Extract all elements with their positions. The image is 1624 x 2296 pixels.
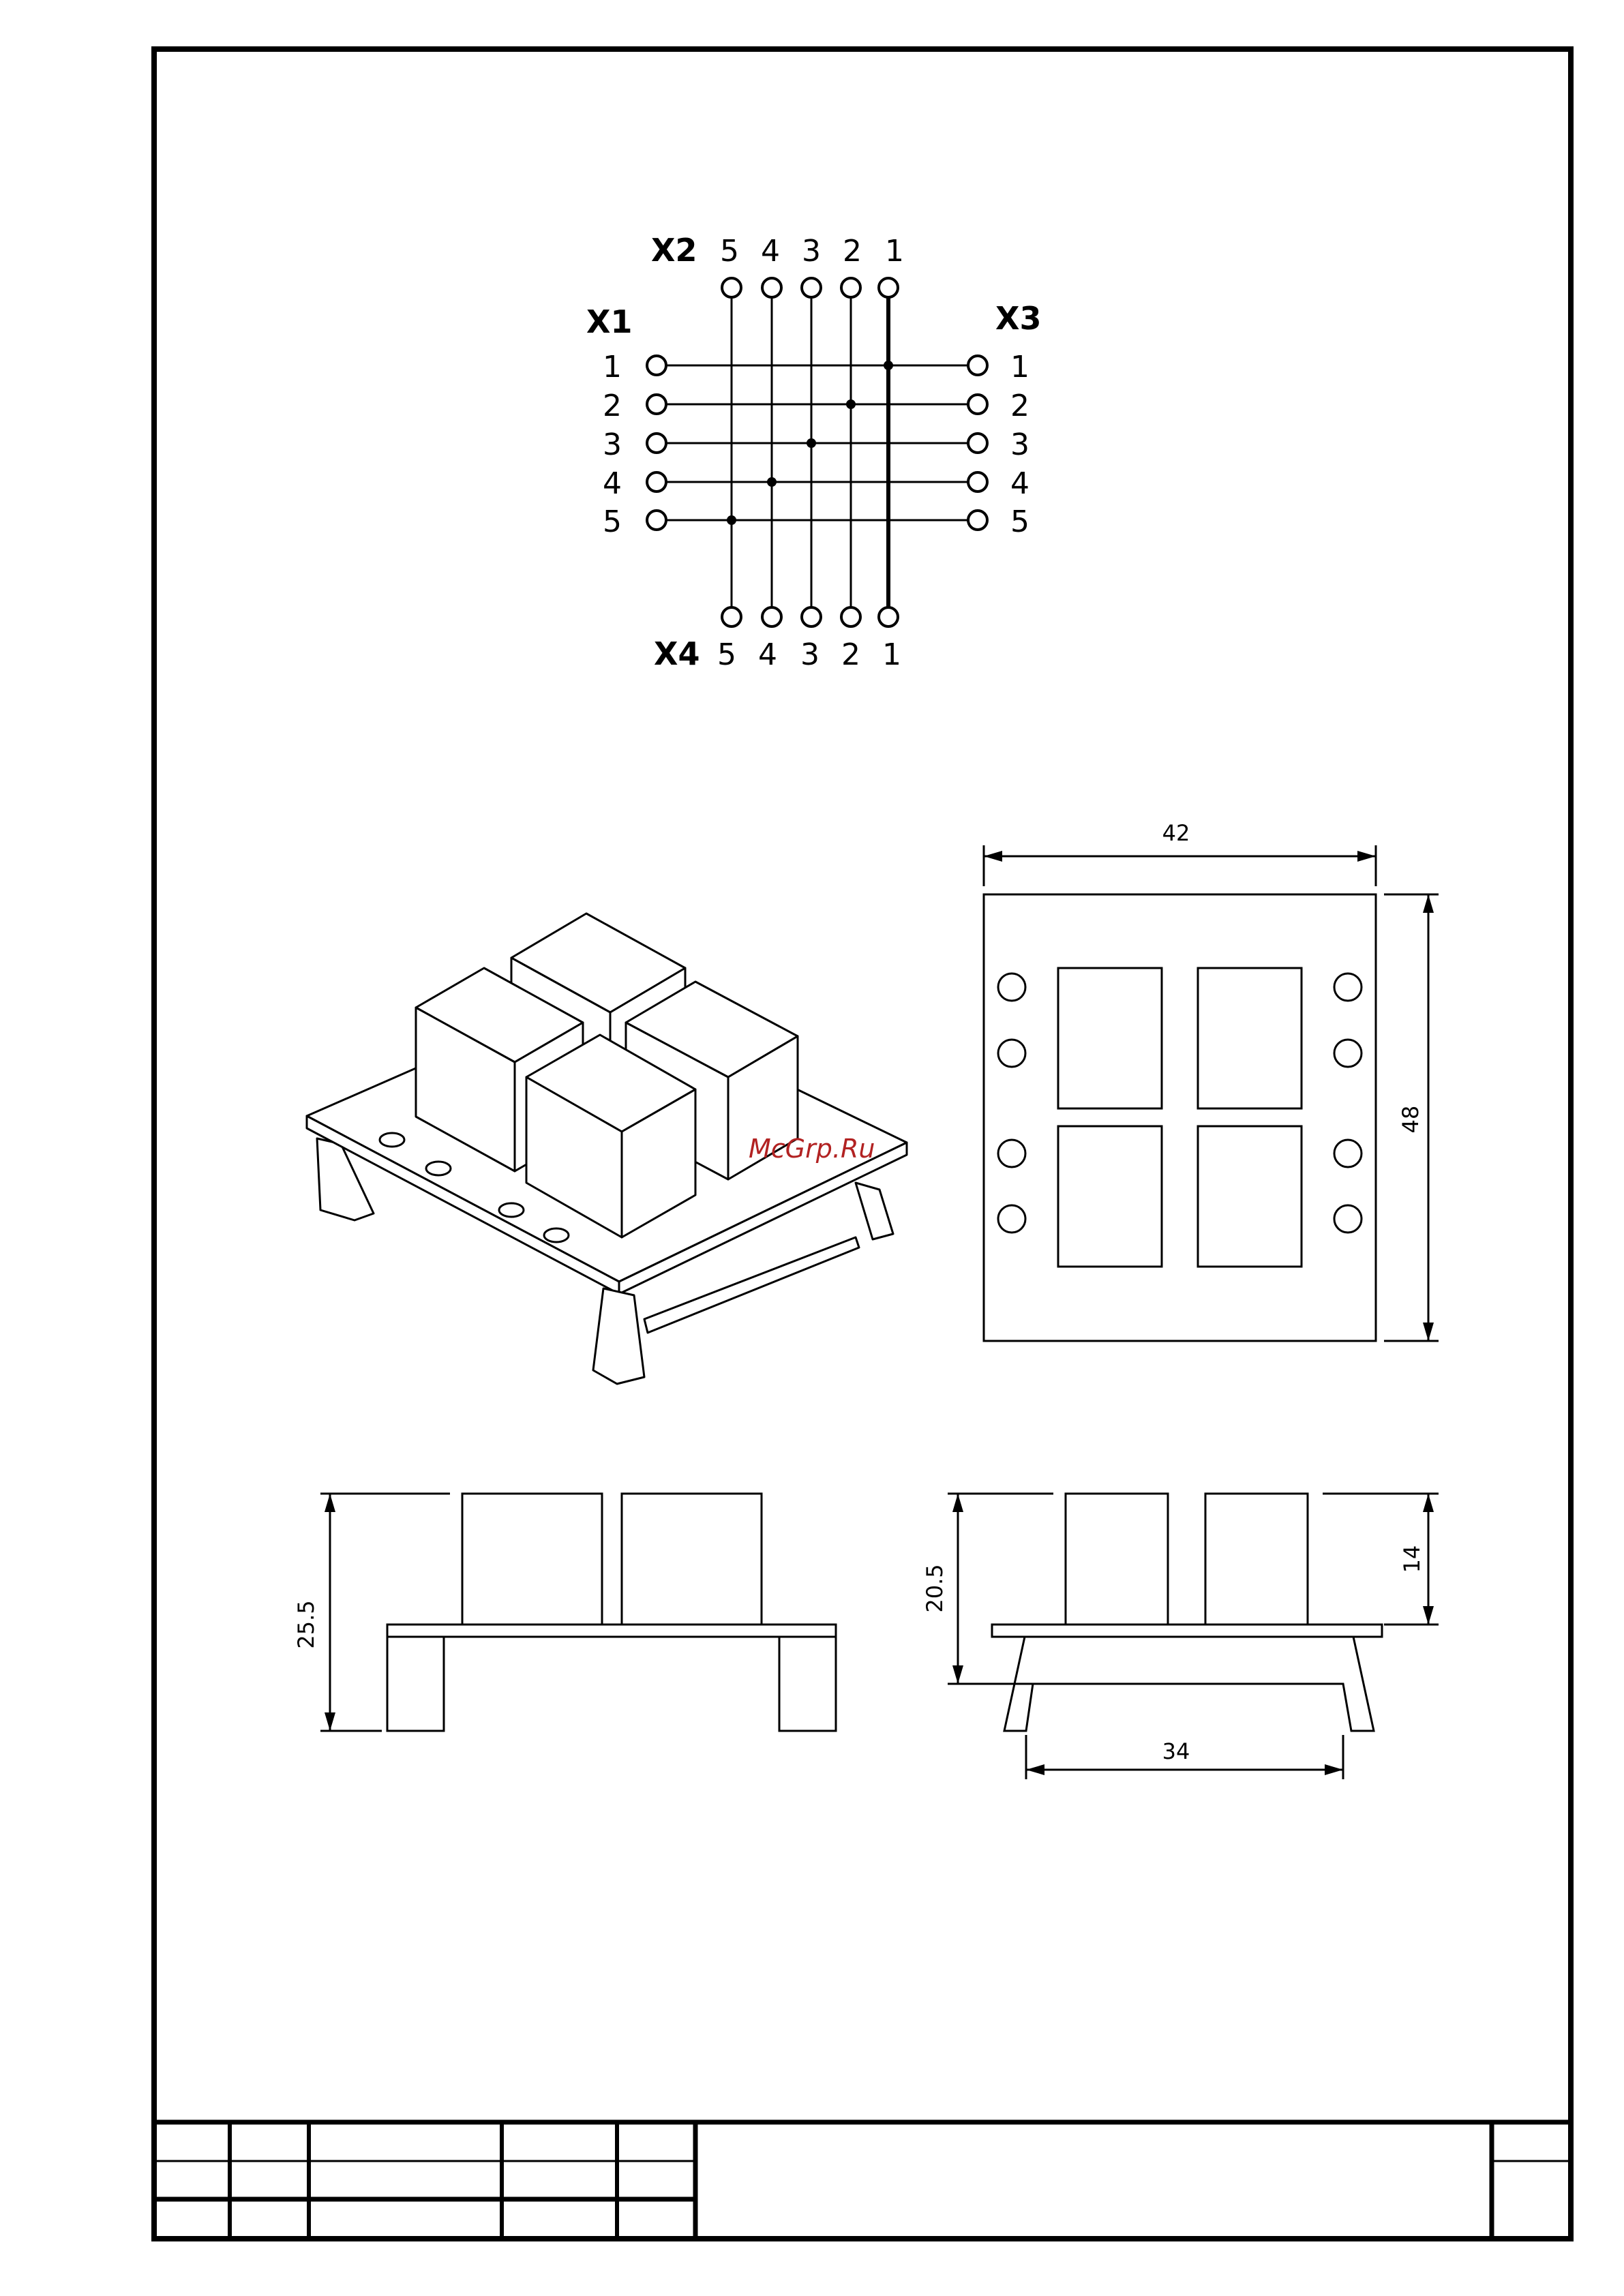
mounting-hole xyxy=(1334,1205,1362,1233)
mounting-hole xyxy=(380,1133,404,1147)
terminal-x2 xyxy=(762,278,781,297)
terminal-x1 xyxy=(647,472,666,492)
mounting-hole xyxy=(1334,973,1362,1001)
board-leg xyxy=(387,1637,444,1731)
x2-pin-number: 5 xyxy=(720,234,739,269)
terminal-x3 xyxy=(968,356,987,375)
dimension-arrow xyxy=(952,1665,963,1684)
relay-outline xyxy=(1058,1126,1162,1267)
x3-pin-number: 4 xyxy=(1010,466,1029,501)
title-block xyxy=(154,2122,1571,2239)
terminal-x4 xyxy=(762,607,781,626)
x4-pin-number: 3 xyxy=(800,637,819,672)
x2-pin-number: 4 xyxy=(761,234,780,269)
x2-pin-number: 3 xyxy=(802,234,821,269)
board-outline xyxy=(387,1625,836,1637)
junction-dot xyxy=(884,361,893,370)
junction-dot xyxy=(846,399,856,409)
terminal-x2 xyxy=(841,278,860,297)
dimension-label-14: 14 xyxy=(1399,1545,1425,1573)
dimension-arrow xyxy=(325,1494,335,1512)
watermark-text: McGrp.Ru xyxy=(749,1134,875,1164)
dimension-label-25-5: 25.5 xyxy=(293,1600,319,1649)
mounting-hole xyxy=(998,1205,1025,1233)
terminal-x3 xyxy=(968,472,987,492)
terminal-x1 xyxy=(647,356,666,375)
mounting-hole xyxy=(544,1228,569,1242)
mounting-hole xyxy=(998,1140,1025,1167)
dimension-label-20-5: 20.5 xyxy=(922,1564,948,1613)
x3-pin-number: 1 xyxy=(1010,350,1029,384)
x4-pin-number: 5 xyxy=(717,637,736,672)
x1-pin-number: 3 xyxy=(603,427,622,462)
terminal-x4 xyxy=(802,607,821,626)
dimension-arrow xyxy=(952,1494,963,1512)
dimension-label-42: 42 xyxy=(1162,820,1190,846)
board-outline xyxy=(984,894,1376,1341)
x1-pin-number: 2 xyxy=(603,389,622,423)
x4-pin-number: 4 xyxy=(758,637,777,672)
board-outline xyxy=(992,1625,1382,1637)
dimension-arrow xyxy=(1423,894,1434,913)
x1-pin-number: 4 xyxy=(603,466,622,501)
mounting-hole xyxy=(998,1040,1025,1067)
x4-pin-number: 1 xyxy=(882,637,901,672)
x3-pin-number: 2 xyxy=(1010,389,1029,423)
relay-outline xyxy=(1205,1494,1308,1625)
x1-pin-number: 1 xyxy=(603,350,622,384)
relay-outline xyxy=(1066,1494,1168,1625)
x2-pin-number: 2 xyxy=(843,234,862,269)
x3-pin-number: 5 xyxy=(1010,504,1029,539)
mounting-hole xyxy=(426,1162,451,1175)
relay-outline xyxy=(1198,968,1302,1108)
dimension-arrow xyxy=(1325,1764,1343,1775)
dimension-label-34: 34 xyxy=(1162,1738,1190,1764)
x4-label: X4 xyxy=(654,635,700,672)
x3-label: X3 xyxy=(995,300,1042,337)
dimension-arrow xyxy=(1423,1494,1434,1512)
top-view xyxy=(984,845,1439,1341)
terminal-x4 xyxy=(841,607,860,626)
relay-outline xyxy=(462,1494,602,1625)
terminal-x3 xyxy=(968,434,987,453)
terminal-x2 xyxy=(879,278,898,297)
terminal-x2 xyxy=(722,278,741,297)
dimension-arrow xyxy=(984,851,1002,862)
connection-schematic xyxy=(586,232,1041,672)
mounting-hole xyxy=(1334,1140,1362,1167)
mounting-hole xyxy=(499,1203,524,1217)
x1-pin-number: 5 xyxy=(603,504,622,539)
terminal-x2 xyxy=(802,278,821,297)
side-view xyxy=(948,1494,1439,1779)
junction-dot xyxy=(727,515,736,525)
dimension-label-48: 48 xyxy=(1398,1105,1424,1134)
x3-pin-number: 3 xyxy=(1010,427,1029,462)
board-leg xyxy=(593,1288,644,1384)
mounting-hole xyxy=(1334,1040,1362,1067)
x1-label: X1 xyxy=(586,303,633,340)
mounting-hole xyxy=(998,973,1025,1001)
terminal-x3 xyxy=(968,395,987,414)
board-leg xyxy=(856,1183,893,1239)
terminal-x4 xyxy=(722,607,741,626)
relay-outline xyxy=(1198,1126,1302,1267)
x2-pin-number: 1 xyxy=(885,234,904,269)
dimension-arrow xyxy=(1423,1606,1434,1625)
board-leg xyxy=(1004,1637,1374,1731)
dimension-arrow xyxy=(1357,851,1376,862)
junction-dot xyxy=(807,438,816,448)
junction-dot xyxy=(767,477,777,487)
terminal-x1 xyxy=(647,395,666,414)
terminal-x1 xyxy=(647,434,666,453)
terminal-x1 xyxy=(647,511,666,530)
dimension-arrow xyxy=(325,1712,335,1731)
dimension-arrow xyxy=(1423,1323,1434,1341)
x4-pin-number: 2 xyxy=(841,637,860,672)
board-leg xyxy=(779,1637,836,1731)
dimension-arrow xyxy=(1026,1764,1044,1775)
front-view xyxy=(320,1494,836,1731)
terminal-x3 xyxy=(968,511,987,530)
relay-outline xyxy=(622,1494,762,1625)
terminal-x4 xyxy=(879,607,898,626)
relay-outline xyxy=(1058,968,1162,1108)
x2-label: X2 xyxy=(651,232,697,269)
